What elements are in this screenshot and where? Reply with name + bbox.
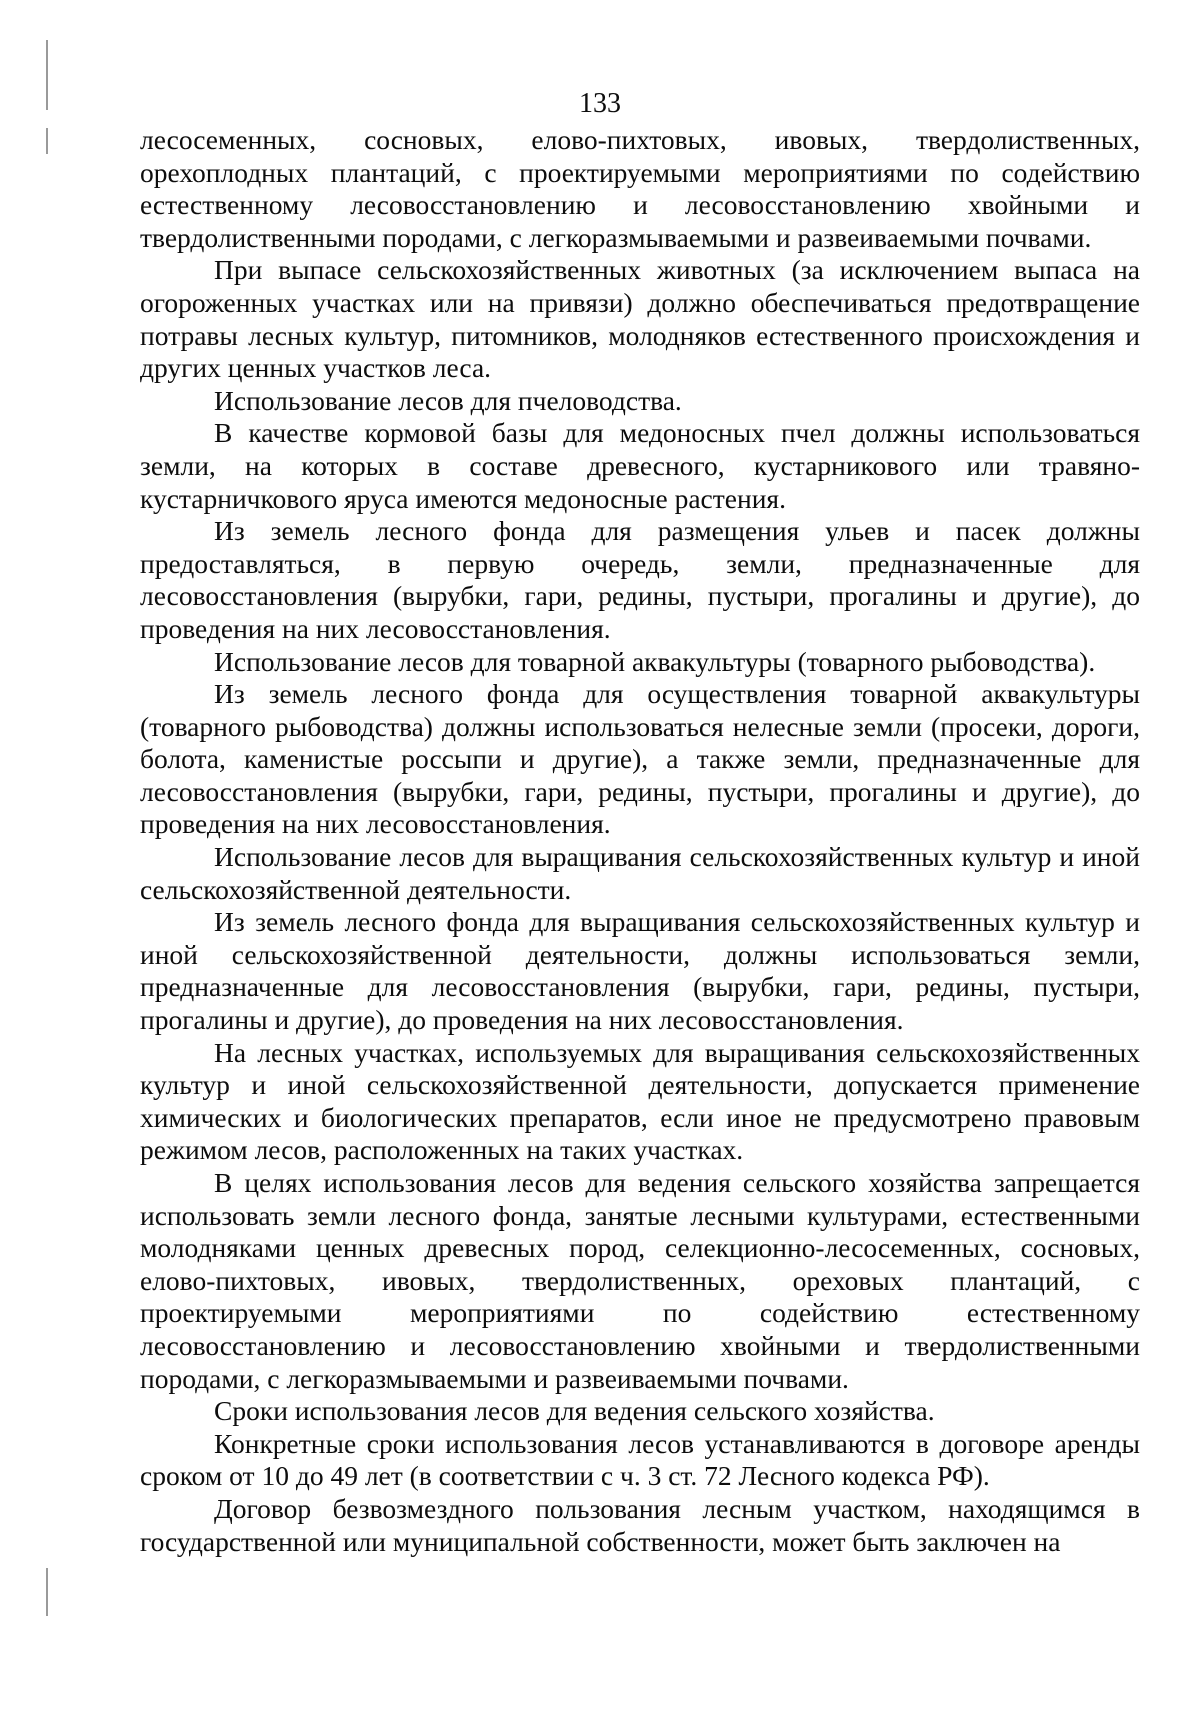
paragraph: Из земель лесного фонда для размещения ульев и пасек должны предоставляться, в первую очередь, земли, предназначенные для лесовосстановления (вырубки, гари, редины, пустыри, прогалины и другие), до проведения на них лесовосстановления. — [140, 515, 1140, 644]
section-heading: Использование лесов для товарной аквакультуры (товарного рыбоводства). — [214, 645, 1096, 677]
paragraph: лесосеменных, сосновых, елово-пихтовых, ивовых, твердолиственных, орехоплодных плантаций, с проектируемыми мероприятиями по содействию естественному лесовосстановлению и лесовосстановлению хвойными и твердолиственными породами, с легкоразмываемыми и развеиваемыми почвами. — [140, 124, 1140, 253]
section-heading: Использование лесов для пчеловодства. — [214, 384, 682, 416]
document-body — [140, 124, 1140, 1558]
paragraph: На лесных участках, используемых для выращивания сельскохозяйственных культур и иной сельскохозяйственной деятельности, допускается применение химических и биологических препаратов, если иное не предусмотрено правовым режимом лесов, расположенных на таких участках. — [140, 1036, 1140, 1166]
paragraph: Конкретные сроки использования лесов устанавливаются в договоре аренды сроком от 10 до 49 лет (в соответствии с ч. 3 ст. 72 Лесного кодекса РФ). — [140, 1427, 1140, 1492]
scan-edge-mark — [46, 128, 48, 154]
scan-edge-mark — [46, 1568, 48, 1616]
paragraph: Из земель лесного фонда для осуществления товарной аквакультуры (товарного рыбоводства) должны использоваться нелесные земли (просеки, дороги, болота, каменистые россыпи и другие), а также земли, предназначенные для лесовосстановления (вырубки, гари, редины, пустыри, прогалины и другие), до проведения на них лесовосстановления. — [140, 678, 1140, 840]
paragraph: При выпасе сельскохозяйственных животных (за исключением выпаса на огороженных участках или на привязи) должно обеспечиваться предотвращение потравы лесных культур, питомников, молодняков естественного происхождения и других ценных участков леса. — [140, 254, 1140, 384]
section-heading: Сроки использования лесов для ведения сельского хозяйства. — [214, 1395, 935, 1427]
paragraph: Из земель лесного фонда для выращивания сельскохозяйственных культур и иной сельскохозяйственной деятельности, должны использоваться земли, предназначенные для лесовосстановления (вырубки, гари, редины, пустыри, прогалины и другие), до проведения на них лесовосстановления. — [140, 906, 1140, 1036]
paragraph: В целях использования лесов для ведения сельского хозяйства запрещается использовать земли лесного фонда, занятые лесными культурами, естественными молодняками ценных древесных пород, селекционно-лесосеменных, сосновых, елово-пихтовых, ивовых, твердолиственных, ореховых плантаций, с проектируемыми мероприятиями по содействию естественному лесовосстановлению и лесовосстановлению хвойными и твердолиственными породами, с легкоразмываемыми и развеиваемыми почвами. — [140, 1167, 1140, 1394]
paragraph: Договор безвозмездного пользования лесным участком, находящимся в государственной или муниципальной собственности, может быть заключен на — [140, 1492, 1140, 1557]
paragraph: В качестве кормовой базы для медоносных пчел должны использоваться земли, на которых в составе древесного, кустарникового или травяно-кустарничкового яруса имеются медоносные растения. — [140, 417, 1140, 514]
section-heading: Использование лесов для выращивания сельскохозяйственных культур и иной сельскохозяйственной деятельности. — [140, 841, 1140, 905]
page-number: 133 — [579, 88, 621, 119]
